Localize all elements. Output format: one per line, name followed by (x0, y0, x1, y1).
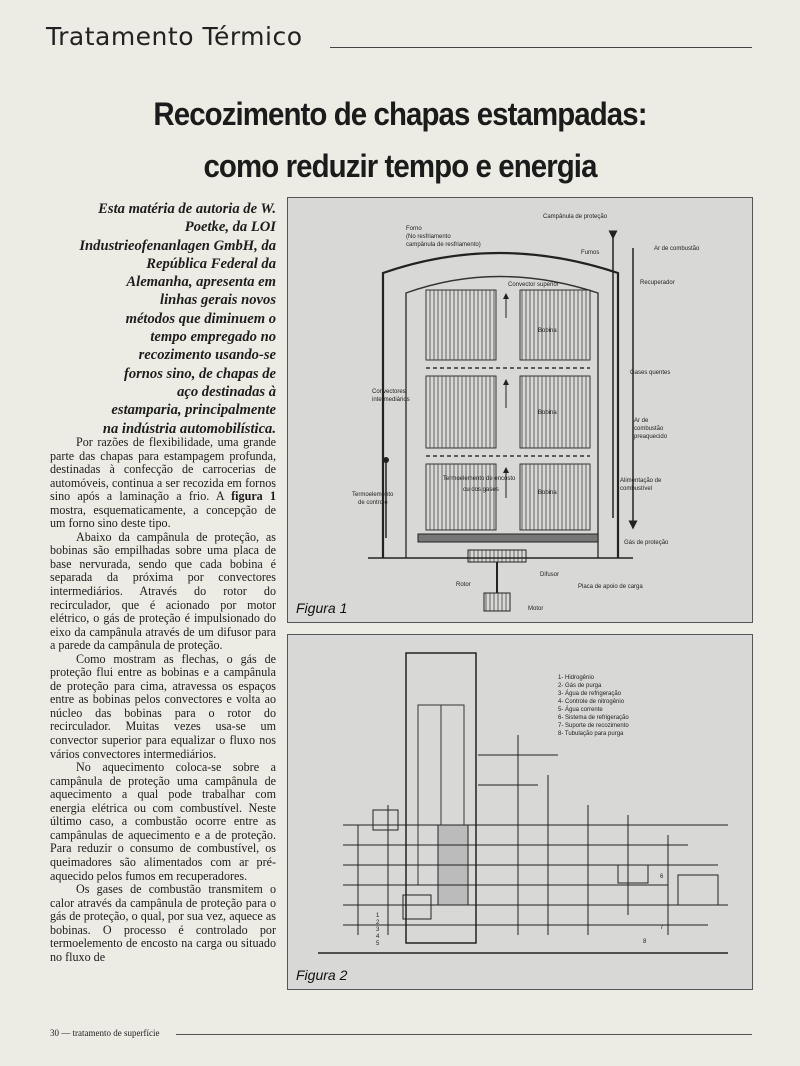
label-forno-note: (No resfriamento (406, 234, 451, 240)
lede-line: República Federal da (146, 255, 276, 272)
callout-number: 8 (643, 939, 647, 945)
callout-number: 1 (376, 913, 380, 919)
coil (426, 464, 496, 530)
body-paragraph: Abaixo da campânula de proteção, as bobinas são empilhadas sobre uma placa de base nervurada, sendo que cada bobina é separada da próxima por convectores intermediários. Através do rotor do recirculador, que é acionado por motor elétrico, o gás de proteção é impulsionado do eixo da campânula através de um difusor para a parede da campânula de proteção. (50, 529, 276, 653)
legend-item: 7- Suporte de recozimento (558, 723, 629, 729)
label-campanula: Campânula de proteção (543, 214, 608, 220)
label-de-controle: de controle (358, 500, 388, 506)
section-heading: Tratamento Térmico (46, 22, 303, 51)
label-forno: Forno (406, 226, 422, 232)
lede-line: estamparia, principalmente (111, 402, 276, 419)
label-combustivel: combustível (620, 486, 653, 492)
label-bobina: Bobina (538, 328, 557, 334)
label-bobina: Bobina (538, 490, 557, 496)
body-paragraph: Como mostram as flechas, o gás de proteção flui entre as bobinas e a campânula de proteção para cima, atravessa os espaços entre as bobinas pelos convectores e volta ao núcleo das bobinas para o rotor do recirculador. Muitas vezes usa-se um convector superior para equalizar o fluxo nos vários convectores intermediários. (50, 651, 276, 761)
callout-number: 3 (376, 927, 380, 933)
legend-item: 6- Sistema de refrigeração (558, 715, 629, 721)
figure-1-caption: Figura 1 (296, 600, 348, 616)
label-placa: Placa de apoio de carga (578, 584, 643, 590)
legend-item: 5- Água corrente (558, 707, 603, 713)
coil (520, 464, 590, 530)
figure-2 (287, 634, 753, 990)
lede-line: Alemanha, apresenta em (126, 274, 276, 291)
label-rotor: Rotor (456, 582, 471, 588)
label-bobina: Bobina (538, 410, 557, 416)
article-body (50, 436, 276, 964)
callout-number: 5 (376, 941, 380, 947)
label-termo-encosto: Termoelemento de encosto (443, 476, 516, 482)
article-lede (60, 200, 276, 438)
lede-line: recozimento usando-se (138, 347, 276, 364)
callout-number: 2 (376, 920, 380, 926)
label-gas-protecao: Gás de proteção (624, 540, 669, 546)
header-rule (330, 47, 752, 48)
footer-rule (176, 1034, 752, 1035)
callout-number: 7 (660, 925, 664, 931)
base-plate (418, 534, 598, 542)
rotor (468, 550, 526, 562)
motor (484, 593, 510, 611)
label-forno-note-2: campânula de resfriamento) (406, 242, 481, 248)
label-convectores: Convectores (372, 389, 406, 395)
label-alimentacao: Alimentação de (620, 478, 662, 484)
label-fumos: Fumos (581, 250, 600, 256)
label-convector-superior: Convector superior (508, 282, 559, 288)
label-ar-pre: preaquecido (634, 434, 668, 440)
lede-line: na indústria automobilística. (102, 420, 276, 437)
article-title (69, 88, 731, 192)
lede-line: fornos sino, de chapas de (123, 365, 276, 382)
callout-number: 4 (376, 934, 380, 940)
lede-line: linhas gerais novos (160, 292, 276, 309)
coil (520, 290, 590, 360)
body-text: Por razões de flexibilidade, uma grande parte das chapas para estampagem profunda, destinadas à confecção de carrocerias de automóveis, continua a ser recozida em fornos sino após a laminação a frio. A (50, 435, 276, 504)
label-ar-combustao: Ar de combustão (654, 246, 700, 252)
legend-item: 2- Gás de purga (558, 683, 602, 689)
label-intermediarios: intermediários (372, 397, 410, 403)
legend-item: 4- Controle de nitrogênio (558, 699, 625, 705)
label-gases-quentes: Gases quentes (630, 370, 671, 376)
body-text: mostra, esquematicamente, a concepção de um forno sino deste tipo. (50, 502, 276, 531)
legend-item: 1- Hidrogênio (558, 675, 595, 681)
label-difusor: Difusor (540, 572, 560, 578)
page-footer: 30 — tratamento de superfície (50, 1028, 160, 1038)
body-paragraph (50, 436, 276, 531)
figure-1 (287, 197, 753, 623)
lede-line: Poetke, da LOI (184, 219, 276, 236)
legend-item: 3- Água de refrigeração (558, 691, 622, 697)
body-paragraph: Os gases de combustão transmitem o calor através da campânula de proteção para o gás de proteção, o qual, por sua vez, aquece as bobinas. O processo é controlado por termoelemento de encosto na carga ou situado no fluxo de (50, 882, 276, 964)
coil (426, 290, 496, 360)
label-ar-pre: Ar de (634, 418, 649, 424)
figure-2-caption: Figura 2 (296, 967, 348, 983)
lede-line: Industrieofenanlagen GmbH, da (79, 237, 276, 254)
title-line-1: Recozimento de chapas estampadas: (153, 96, 647, 132)
lede-line: Esta matéria de autoria de W. (98, 201, 276, 217)
body-paragraph: No aquecimento coloca-se sobre a campânula de proteção uma campânula de aquecimento a qual pode trabalhar com energia elétrica ou com combustível. Neste último caso, a combustão ocorre entre as campânulas de aquecimento e a de proteção. Para reduzir o consumo de combustível, os queimadores são alimentados com ar pré-aquecido pelos fumos em recuperadores. (50, 760, 276, 883)
plant-schematic (288, 635, 752, 989)
title-line-2: como reduzir tempo e energia (203, 148, 597, 184)
lede-line: aço destinadas à (177, 383, 276, 400)
label-termoelemento: Termoelemento (352, 492, 394, 498)
lede-line: métodos que diminuem o (125, 310, 276, 327)
label-recuperador: Recuperador (640, 280, 675, 286)
legend-item: 8- Tubulação para purga (558, 731, 624, 737)
label-dos-gases: ou dos gases (463, 487, 499, 493)
bell-furnace-diagram (288, 198, 752, 622)
lede-line: tempo empregado no (150, 329, 276, 346)
figure-reference: figura 1 (231, 489, 276, 504)
label-ar-pre: combustão (634, 426, 664, 432)
callout-number: 6 (660, 874, 664, 880)
label-motor: Motor (528, 606, 544, 612)
coil (426, 376, 496, 448)
